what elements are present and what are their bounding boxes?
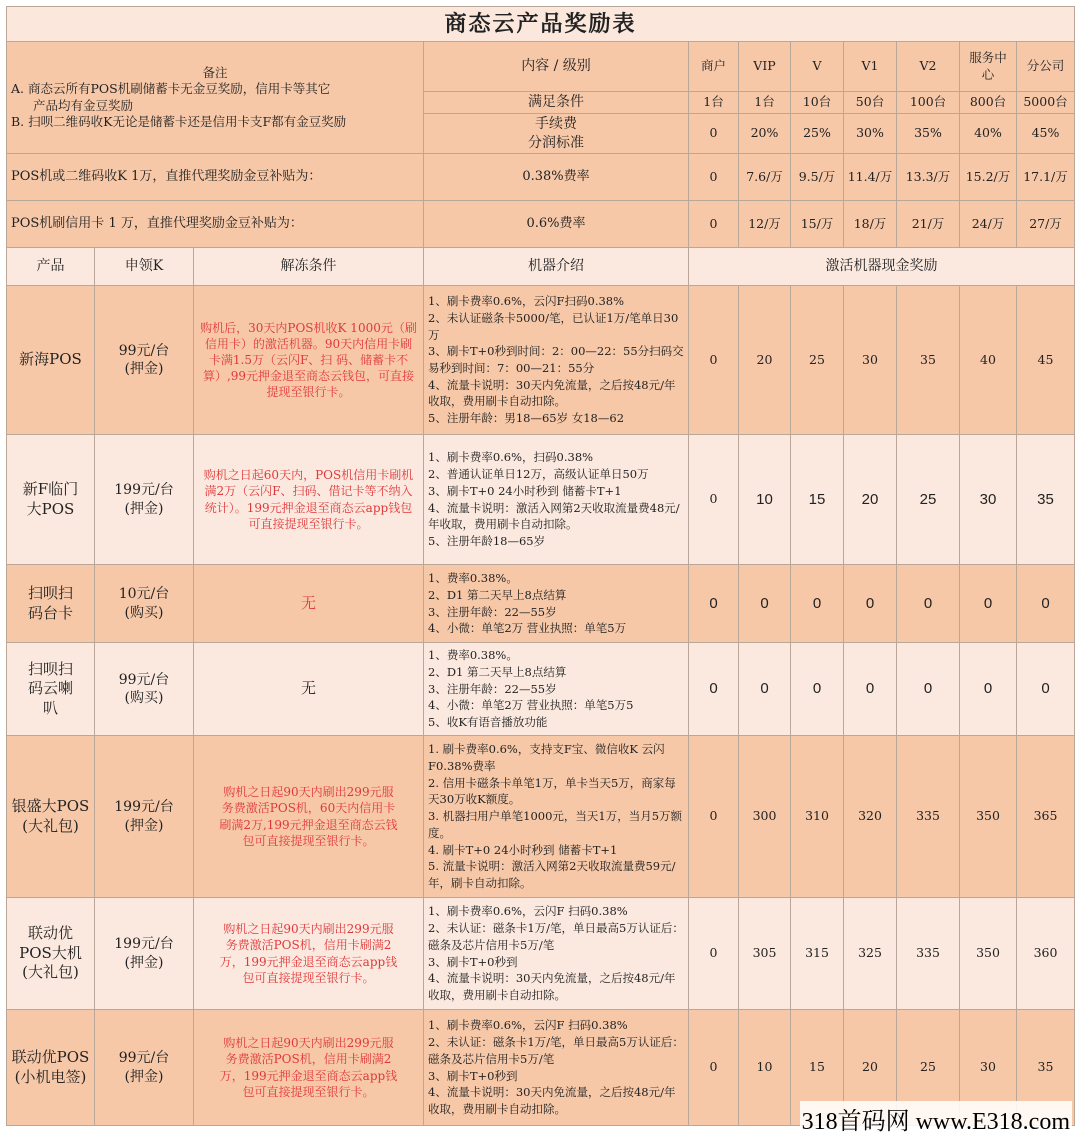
reward-value: 0 [689,736,739,898]
unfreeze-condition: 购机之日起90天内刷出299元服务费激活POS机，信用卡刷满2万，199元押金退至商态云app钱包可直接提现至银行卡。 [194,1010,424,1126]
intro-line: 3、刷卡T+0 24小时秒到 储蓄卡T+1 [428,483,622,498]
notes-line: 产品均有金豆奖励 [33,97,134,113]
subsidy-qr-value: 17.1/万 [1017,154,1075,201]
level-row [7,42,1075,92]
reward-value: 35 [897,286,960,435]
reward-value: 35 [1017,435,1075,565]
subsidy-qr-rate: 0.38%费率 [424,154,689,201]
reward-value: 15 [791,1010,844,1126]
product-price [95,286,194,435]
header-intro: 机器介绍 [424,248,689,286]
reward-value: 0 [791,565,844,643]
product-header-row [7,248,1075,286]
reward-value: 0 [689,565,739,643]
reward-value: 0 [689,643,739,736]
price-note: (押金) [124,500,164,517]
subsidy-credit-rate: 0.6%费率 [424,201,689,248]
intro-line: 2、未认证：磁条卡1万/笔，单日最高5万认证后：磁条及芯片信用卡5万/笔 [428,921,684,952]
machine-intro [424,898,689,1010]
subsidy-credit-value: 18/万 [844,201,897,248]
subsidy-credit-value: 21/万 [897,201,960,248]
reward-value: 25 [791,286,844,435]
product-name [7,898,95,1010]
subsidy-qr-row [7,154,1075,201]
intro-line: 3、注册年龄：22—55岁 [428,604,557,619]
reward-value: 0 [1017,565,1075,643]
condition-value: 1台 [689,92,739,114]
title-row [7,7,1075,42]
unfreeze-condition: 购机之日起90天内刷出299元服务费激活POS机，60天内信用卡刷满2万,199元押金退至商态云钱包可直接提现至银行卡。 [194,736,424,898]
levels-label: 内容 / 级别 [424,42,689,92]
reward-value: 25 [897,1010,960,1126]
intro-line: 2、D1 第二天早上8点结算 [428,664,567,679]
reward-value: 0 [739,565,791,643]
subsidy-credit-value: 0 [689,201,739,248]
reward-value: 0 [689,286,739,435]
page-title: 商态云产品奖励表 [7,7,1075,42]
fee-share-value: 20% [739,114,791,154]
price-note: (押金) [124,817,164,834]
subsidy-qr-value: 0 [689,154,739,201]
reward-value: 30 [960,435,1017,565]
product-price [95,565,194,643]
reward-value: 20 [739,286,791,435]
fee-share-value: 0 [689,114,739,154]
product-name-note: (大礼包) [22,963,79,982]
reward-value: 0 [689,1010,739,1126]
fee-share-value: 35% [897,114,960,154]
machine-intro [424,435,689,565]
condition-value: 800台 [960,92,1017,114]
level-name: 分公司 [1017,42,1075,92]
product-row [7,565,1075,643]
intro-line: 4. 刷卡T+0 24小时秒到 储蓄卡T+1 [428,842,618,857]
product-price [95,1010,194,1126]
unfreeze-condition: 购机之日起60天内，POS机信用卡刷机满2万（云闪F、扫码、借记卡等不纳入统计）。199元押金退至商态云app钱包可直接提现至银行卡。 [194,435,424,565]
fee-share-value: 30% [844,114,897,154]
product-name-line: 联动优POS [11,1048,90,1066]
header-apply: 申领K [95,248,194,286]
intro-line: 5. 流量卡说明：激活入网第2天收取流量费59元/年，刷卡自动扣除。 [428,859,676,890]
price-value: 99元/台 [118,671,170,688]
fee-share-label-line: 分润标准 [528,134,584,151]
reward-value: 40 [960,286,1017,435]
notes-heading: 备注 [202,65,228,80]
price-value: 10元/台 [118,586,170,603]
intro-line: 1、刷卡费率0.6%，云闪F扫码0.38% [428,294,625,309]
product-row [7,736,1075,898]
intro-line: 2. 信用卡磁条卡单笔1万，单卡当天5万，商家每天30万收K额度。 [428,775,676,807]
product-row [7,898,1075,1010]
level-name: VIP [739,42,791,92]
reward-value: 300 [739,736,791,898]
reward-value: 0 [1017,643,1075,736]
condition-value: 100台 [897,92,960,114]
intro-line: 1、费率0.38%。 [428,648,518,663]
product-row [7,643,1075,736]
unfreeze-condition: 购机后，30天内POS机收K 1000元（刷信用卡）的激活机器。90天内信用卡刷卡满1.5万（云闪F、扫 码、储蓄卡不算）,99元押金退至商态云钱包，可直接提现至银行卡。 [194,286,424,435]
intro-line: 2、普通认证单日12万，高级认证单日50万 [428,467,649,482]
intro-line: 4、流量卡说明：30天内免流量，之后按48元/年收取，费用刷卡自动扣除。 [428,1085,676,1116]
machine-intro [424,565,689,643]
product-name-note: (大礼包) [22,816,79,835]
reward-value: 0 [689,435,739,565]
level-name: 服务中心 [960,42,1017,92]
subsidy-credit-desc: POS机刷信用卡 1 万，直推代理奖励金豆补贴为： [7,201,424,248]
intro-line: 4、流量卡说明：30天内免流量，之后按48元/年收取，费用刷卡自动扣除。 [428,971,676,1002]
reward-value: 0 [844,643,897,736]
conditions-label: 满足条件 [424,92,689,114]
machine-intro [424,643,689,736]
condition-value: 1台 [739,92,791,114]
condition-value: 5000台 [1017,92,1075,114]
reward-value: 0 [791,643,844,736]
reward-value: 25 [897,435,960,565]
reward-value: 0 [844,565,897,643]
fee-share-value: 45% [1017,114,1075,154]
price-note: (押金) [124,954,164,971]
reward-value: 305 [739,898,791,1010]
subsidy-credit-value: 12/万 [739,201,791,248]
intro-line: 3、刷卡T+0秒到时间：2：00—22：55分扫码交易秒到时间：7：00—21：55分 [428,344,684,375]
product-name [7,736,95,898]
header-reward: 激活机器现金奖励 [689,248,1075,286]
notes-cell [7,42,424,154]
unfreeze-condition: 购机之日起90天内刷出299元服务费激活POS机，信用卡刷满2万，199元押金退至商态云app钱包可直接提现至银行卡。 [194,898,424,1010]
subsidy-qr-value: 13.3/万 [897,154,960,201]
intro-line: 3、注册年龄：22—55岁 [428,681,557,696]
reward-value: 0 [739,643,791,736]
product-name: 扫呗扫码云喇叭 [7,643,95,736]
reward-value: 10 [739,435,791,565]
price-value: 99元/台 [118,1050,170,1067]
reward-value: 0 [897,565,960,643]
intro-line: 3、刷卡T+0秒到 [428,1068,518,1083]
condition-value: 10台 [791,92,844,114]
reward-value: 335 [897,898,960,1010]
intro-line: 2、未认证磁条卡5000/笔，已认证1万/笔单日30万 [428,310,679,342]
product-name: 扫呗扫码台卡 [7,565,95,643]
intro-line: 2、D1 第二天早上8点结算 [428,587,567,602]
intro-line: 4、小微：单笔2万 营业执照：单笔5万5 [428,698,634,713]
reward-value: 310 [791,736,844,898]
price-note: (押金) [124,361,164,377]
product-name-line: 联动优POS大机 [19,924,82,962]
reward-value: 0 [897,643,960,736]
level-name: V [791,42,844,92]
product-price [95,898,194,1010]
reward-value: 335 [897,736,960,898]
reward-value: 360 [1017,898,1075,1010]
intro-line: 1、费率0.38%。 [428,571,518,586]
reward-value: 350 [960,898,1017,1010]
reward-value: 320 [844,736,897,898]
intro-line: 1、刷卡费率0.6%，扫码0.38% [428,450,594,465]
level-name: V1 [844,42,897,92]
intro-line: 1、刷卡费率0.6%，云闪F 扫码0.38% [428,904,628,919]
reward-value: 350 [960,736,1017,898]
subsidy-qr-value: 15.2/万 [960,154,1017,201]
unfreeze-condition: 无 [194,643,424,736]
product-row [7,435,1075,565]
reward-value: 325 [844,898,897,1010]
fee-share-value: 25% [791,114,844,154]
intro-line: 3. 机器扫用户单笔1000元，当天1万，当月5万额度。 [428,809,683,840]
reward-value: 20 [844,1010,897,1126]
subsidy-qr-value: 9.5/万 [791,154,844,201]
product-name-line: 银盛大POS [11,797,90,815]
reward-table [6,6,1075,1126]
price-value: 199元/台 [114,799,174,816]
reward-value: 30 [960,1010,1017,1126]
reward-value: 35 [1017,1010,1075,1126]
intro-line: 3、刷卡T+0秒到 [428,954,518,969]
price-note: (押金) [124,1068,164,1085]
product-price [95,643,194,736]
price-value: 99元/台 [118,342,170,359]
level-name: V2 [897,42,960,92]
product-name-note: (小机电签) [14,1067,87,1086]
price-note: (购买) [124,690,164,706]
intro-line: 5、注册年龄18—65岁 [428,533,546,548]
product-price [95,736,194,898]
fee-share-label-line: 手续费 [535,116,577,133]
machine-intro [424,736,689,898]
intro-line: 1. 刷卡费率0.6%，支持支F宝、微信收K 云闪F0.38%费率 [428,742,665,774]
subsidy-credit-row [7,201,1075,248]
price-value: 199元/台 [114,936,174,953]
reward-value: 30 [844,286,897,435]
reward-value: 0 [960,643,1017,736]
notes-line: B. 扫呗二维码收K无论是储蓄卡还是信用卡支F都有金豆奖励 [11,113,347,129]
machine-intro [424,286,689,435]
fee-share-label [424,114,689,154]
notes-line: A. 商态云所有POS机刷储蓄卡无金豆奖励，信用卡等其它 [11,81,331,97]
reward-value: 45 [1017,286,1075,435]
product-price [95,435,194,565]
machine-intro [424,1010,689,1126]
condition-value: 50台 [844,92,897,114]
reward-value: 10 [739,1010,791,1126]
header-product: 产品 [7,248,95,286]
subsidy-qr-value: 7.6/万 [739,154,791,201]
intro-line: 5、收K有语音播放功能 [428,715,548,729]
product-name: 新海POS [7,286,95,435]
intro-line: 1、刷卡费率0.6%，云闪F 扫码0.38% [428,1018,628,1033]
subsidy-qr-desc: POS机或二维码收K 1万，直推代理奖励金豆补贴为： [7,154,424,201]
subsidy-credit-value: 27/万 [1017,201,1075,248]
reward-value: 315 [791,898,844,1010]
watermark: 318首码网 www.E318.com [800,1101,1072,1136]
reward-value: 0 [689,898,739,1010]
intro-line: 5、注册年龄：男18—65岁 女18—62 [428,411,625,426]
reward-value: 15 [791,435,844,565]
product-row [7,286,1075,435]
subsidy-credit-value: 15/万 [791,201,844,248]
reward-value: 20 [844,435,897,565]
product-name: 新F临门大POS [7,435,95,565]
price-value: 199元/台 [114,482,174,499]
unfreeze-condition: 无 [194,565,424,643]
intro-line: 2、未认证：磁条卡1万/笔，单日最高5万认证后：磁条及芯片信用卡5万/笔 [428,1035,684,1066]
intro-line: 4、流量卡说明：30天内免流量，之后按48元/年收取，费用刷卡自动扣除。 [428,377,676,409]
product-name [7,1010,95,1126]
level-name: 商户 [689,42,739,92]
intro-line: 4、流量卡说明：激活入网第2天收取流量费48元/年收取，费用刷卡自动扣除。 [428,500,680,532]
reward-value: 0 [960,565,1017,643]
reward-value: 365 [1017,736,1075,898]
price-note: (购买) [124,604,164,621]
fee-share-value: 40% [960,114,1017,154]
header-unfreeze: 解冻条件 [194,248,424,286]
subsidy-credit-value: 24/万 [960,201,1017,248]
reward-table-sheet [6,6,1074,1126]
intro-line: 4、小微：单笔2万 营业执照：单笔5万 [428,621,627,636]
subsidy-qr-value: 11.4/万 [844,154,897,201]
